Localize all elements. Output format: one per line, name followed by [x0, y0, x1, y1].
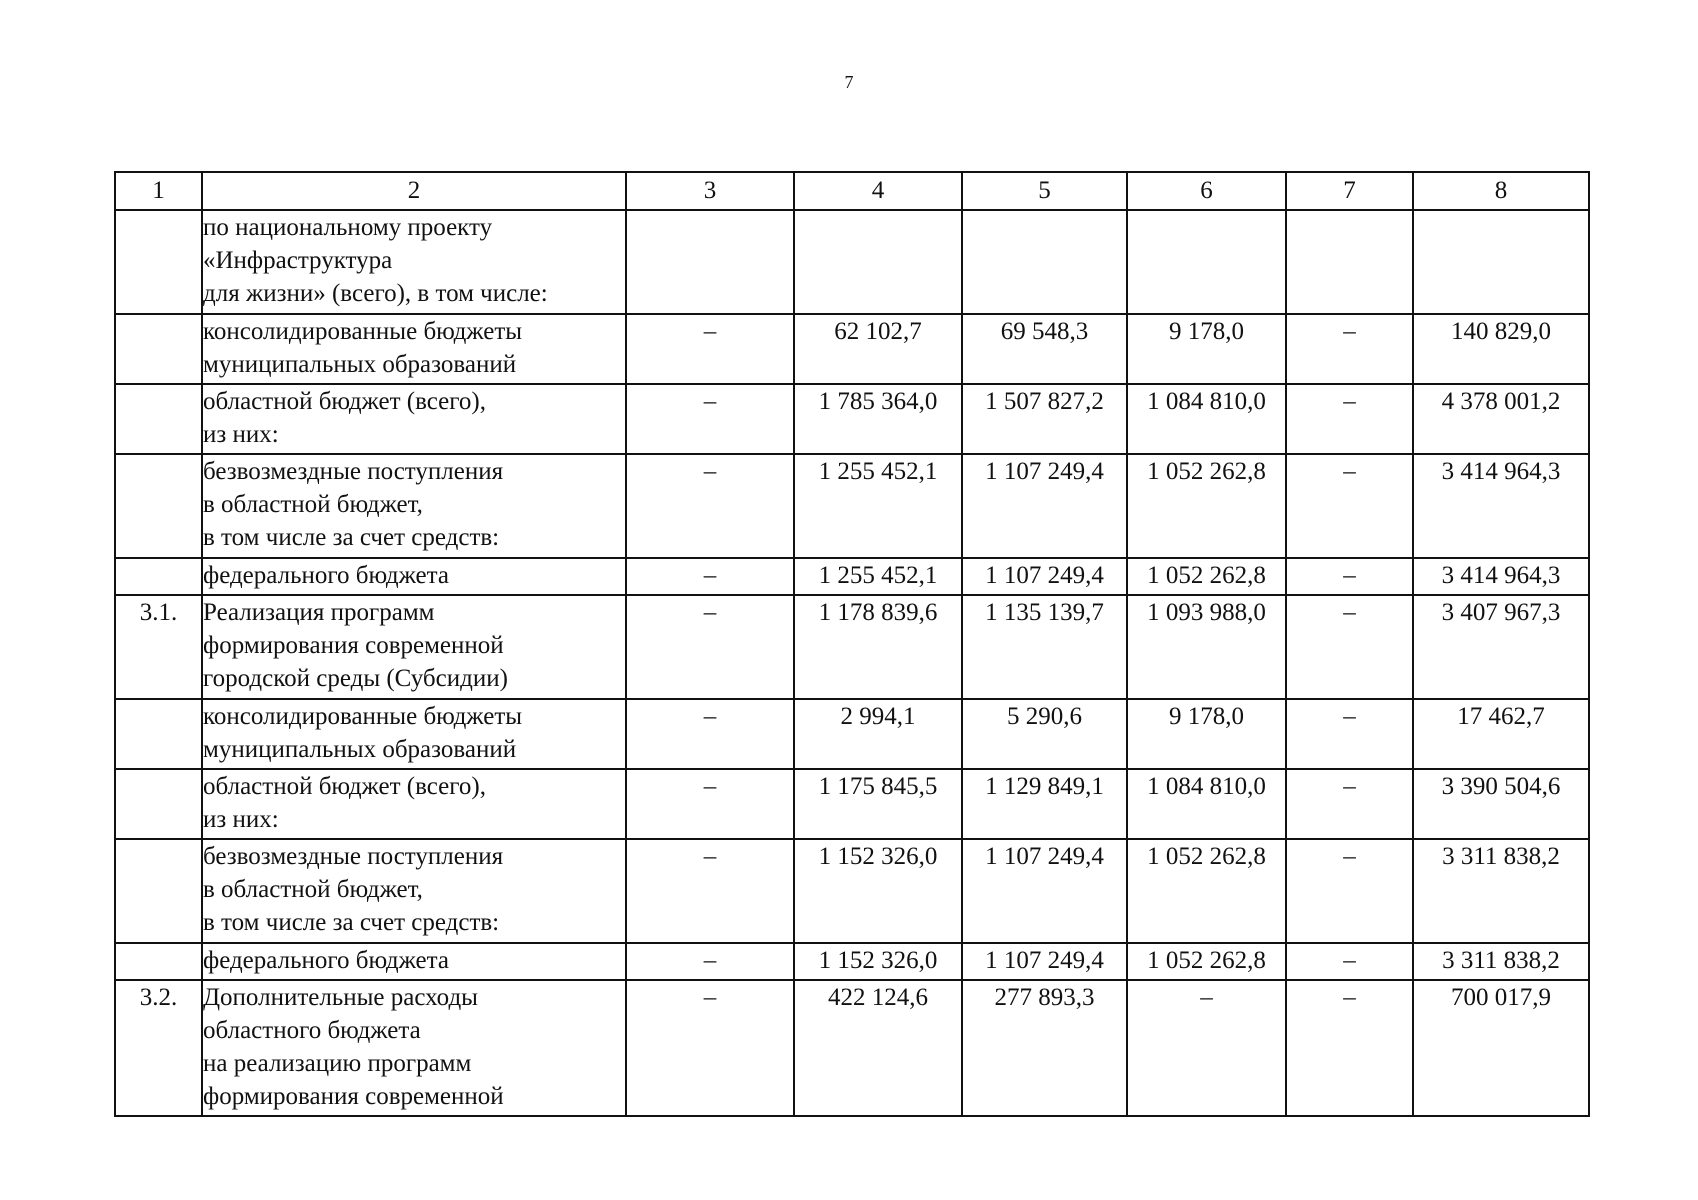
row-description-cell	[202, 943, 626, 980]
value-cell-col-4: 1 785 364,0	[794, 384, 962, 454]
row-description-cell	[202, 595, 626, 699]
column-header: 4	[794, 172, 962, 210]
value-cell-col-8: 3 414 964,3	[1413, 454, 1589, 558]
description-line: по национальному проекту	[203, 214, 493, 241]
description-line: областного бюджета	[203, 1017, 421, 1044]
description-line: Реализация программ	[203, 599, 435, 626]
value-cell-col-7: –	[1286, 558, 1413, 595]
value-cell-col-5: 69 548,3	[962, 314, 1127, 384]
value-cell-col-5: 1 107 249,4	[962, 454, 1127, 558]
row-index-cell	[115, 699, 202, 769]
table-row	[115, 384, 1589, 454]
row-description-cell	[202, 314, 626, 384]
value-cell-col-6: 1 093 988,0	[1127, 595, 1286, 699]
value-cell-col-4: 422 124,6	[794, 980, 962, 1116]
table-row	[115, 558, 1589, 595]
value-cell-col-3: –	[626, 839, 794, 943]
table-row	[115, 314, 1589, 384]
value-cell-col-6: 1 084 810,0	[1127, 769, 1286, 839]
value-cell-col-5	[962, 210, 1127, 314]
description-line: из них:	[203, 421, 279, 448]
description-line: городской среды (Субсидии)	[203, 665, 508, 692]
value-cell-col-4: 1 152 326,0	[794, 943, 962, 980]
value-cell-col-5: 1 129 849,1	[962, 769, 1127, 839]
value-cell-col-4: 1 178 839,6	[794, 595, 962, 699]
description-line: федерального бюджета	[203, 562, 449, 589]
table-row	[115, 595, 1589, 699]
row-description-cell	[202, 980, 626, 1116]
value-cell-col-3: –	[626, 595, 794, 699]
value-cell-col-6: –	[1127, 980, 1286, 1116]
description-line: безвозмездные поступления	[203, 843, 504, 870]
value-cell-col-8: 17 462,7	[1413, 699, 1589, 769]
value-cell-col-8: 700 017,9	[1413, 980, 1589, 1116]
column-header: 5	[962, 172, 1127, 210]
value-cell-col-5: 1 135 139,7	[962, 595, 1127, 699]
column-header: 6	[1127, 172, 1286, 210]
description-line: муниципальных образований	[203, 736, 517, 763]
description-line: в том числе за счет средств:	[203, 909, 500, 936]
value-cell-col-7: –	[1286, 769, 1413, 839]
value-cell-col-3: –	[626, 699, 794, 769]
value-cell-col-4	[794, 210, 962, 314]
row-index-cell	[115, 454, 202, 558]
description-line: из них:	[203, 806, 279, 833]
value-cell-col-5: 1 107 249,4	[962, 558, 1127, 595]
description-line: формирования современной	[203, 632, 504, 659]
column-header: 2	[202, 172, 626, 210]
value-cell-col-3: –	[626, 454, 794, 558]
row-index-cell	[115, 558, 202, 595]
description-line: федерального бюджета	[203, 947, 449, 974]
value-cell-col-7: –	[1286, 314, 1413, 384]
value-cell-col-7: –	[1286, 839, 1413, 943]
row-index-cell	[115, 769, 202, 839]
table-row	[115, 839, 1589, 943]
value-cell-col-7: –	[1286, 595, 1413, 699]
row-index-cell	[115, 943, 202, 980]
value-cell-col-6: 1 052 262,8	[1127, 943, 1286, 980]
row-description-cell	[202, 769, 626, 839]
value-cell-col-3: –	[626, 384, 794, 454]
description-line: «Инфраструктура	[203, 247, 393, 274]
table-row	[115, 769, 1589, 839]
value-cell-col-3	[626, 210, 794, 314]
description-line: на реализацию программ	[203, 1050, 472, 1077]
column-header: 3	[626, 172, 794, 210]
description-line: в областной бюджет,	[203, 876, 423, 903]
value-cell-col-6: 1 052 262,8	[1127, 558, 1286, 595]
value-cell-col-7: –	[1286, 699, 1413, 769]
value-cell-col-5: 5 290,6	[962, 699, 1127, 769]
description-line: формирования современной	[203, 1083, 504, 1110]
value-cell-col-7: –	[1286, 384, 1413, 454]
description-line: муниципальных образований	[203, 351, 517, 378]
column-header: 8	[1413, 172, 1589, 210]
description-line: областной бюджет (всего),	[203, 773, 486, 800]
row-description-cell	[202, 839, 626, 943]
table-row	[115, 210, 1589, 314]
value-cell-col-6: 1 052 262,8	[1127, 454, 1286, 558]
value-cell-col-7: –	[1286, 454, 1413, 558]
value-cell-col-8: 140 829,0	[1413, 314, 1589, 384]
table-header-row	[115, 172, 1589, 210]
value-cell-col-8: 3 414 964,3	[1413, 558, 1589, 595]
description-line: безвозмездные поступления	[203, 458, 504, 485]
value-cell-col-3: –	[626, 314, 794, 384]
value-cell-col-4: 1 255 452,1	[794, 558, 962, 595]
value-cell-col-4: 2 994,1	[794, 699, 962, 769]
value-cell-col-7	[1286, 210, 1413, 314]
value-cell-col-7: –	[1286, 980, 1413, 1116]
description-line: в том числе за счет средств:	[203, 524, 500, 551]
value-cell-col-4: 1 255 452,1	[794, 454, 962, 558]
value-cell-col-6	[1127, 210, 1286, 314]
value-cell-col-3: –	[626, 943, 794, 980]
description-line: в областной бюджет,	[203, 491, 423, 518]
description-line: Дополнительные расходы	[203, 984, 478, 1011]
row-description-cell	[202, 454, 626, 558]
value-cell-col-5: 277 893,3	[962, 980, 1127, 1116]
description-line: консолидированные бюджеты	[203, 703, 523, 730]
value-cell-col-7: –	[1286, 943, 1413, 980]
value-cell-col-6: 9 178,0	[1127, 314, 1286, 384]
value-cell-col-3: –	[626, 769, 794, 839]
value-cell-col-8: 4 378 001,2	[1413, 384, 1589, 454]
column-header: 1	[115, 172, 202, 210]
value-cell-col-6: 9 178,0	[1127, 699, 1286, 769]
row-index-cell: 3.1.	[115, 595, 202, 699]
row-index-cell	[115, 210, 202, 314]
value-cell-col-4: 1 175 845,5	[794, 769, 962, 839]
value-cell-col-4: 62 102,7	[794, 314, 962, 384]
description-line: областной бюджет (всего),	[203, 388, 486, 415]
value-cell-col-3: –	[626, 980, 794, 1116]
table-row	[115, 943, 1589, 980]
value-cell-col-5: 1 107 249,4	[962, 839, 1127, 943]
row-description-cell	[202, 699, 626, 769]
row-description-cell	[202, 384, 626, 454]
row-index-cell	[115, 384, 202, 454]
value-cell-col-3: –	[626, 558, 794, 595]
value-cell-col-8: 3 311 838,2	[1413, 839, 1589, 943]
description-line: консолидированные бюджеты	[203, 318, 523, 345]
row-description-cell	[202, 558, 626, 595]
row-index-cell	[115, 839, 202, 943]
row-index-cell	[115, 314, 202, 384]
table-row	[115, 980, 1589, 1116]
budget-table	[114, 171, 1590, 1117]
table-row	[115, 454, 1589, 558]
value-cell-col-8: 3 390 504,6	[1413, 769, 1589, 839]
column-header: 7	[1286, 172, 1413, 210]
row-description-cell	[202, 210, 626, 314]
table-row	[115, 699, 1589, 769]
value-cell-col-5: 1 107 249,4	[962, 943, 1127, 980]
value-cell-col-8	[1413, 210, 1589, 314]
row-index-cell: 3.2.	[115, 980, 202, 1116]
description-line: для жизни» (всего), в том числе:	[203, 280, 548, 307]
value-cell-col-8: 3 311 838,2	[1413, 943, 1589, 980]
value-cell-col-5: 1 507 827,2	[962, 384, 1127, 454]
value-cell-col-6: 1 084 810,0	[1127, 384, 1286, 454]
value-cell-col-8: 3 407 967,3	[1413, 595, 1589, 699]
page-number: 7	[844, 72, 854, 92]
value-cell-col-6: 1 052 262,8	[1127, 839, 1286, 943]
value-cell-col-4: 1 152 326,0	[794, 839, 962, 943]
